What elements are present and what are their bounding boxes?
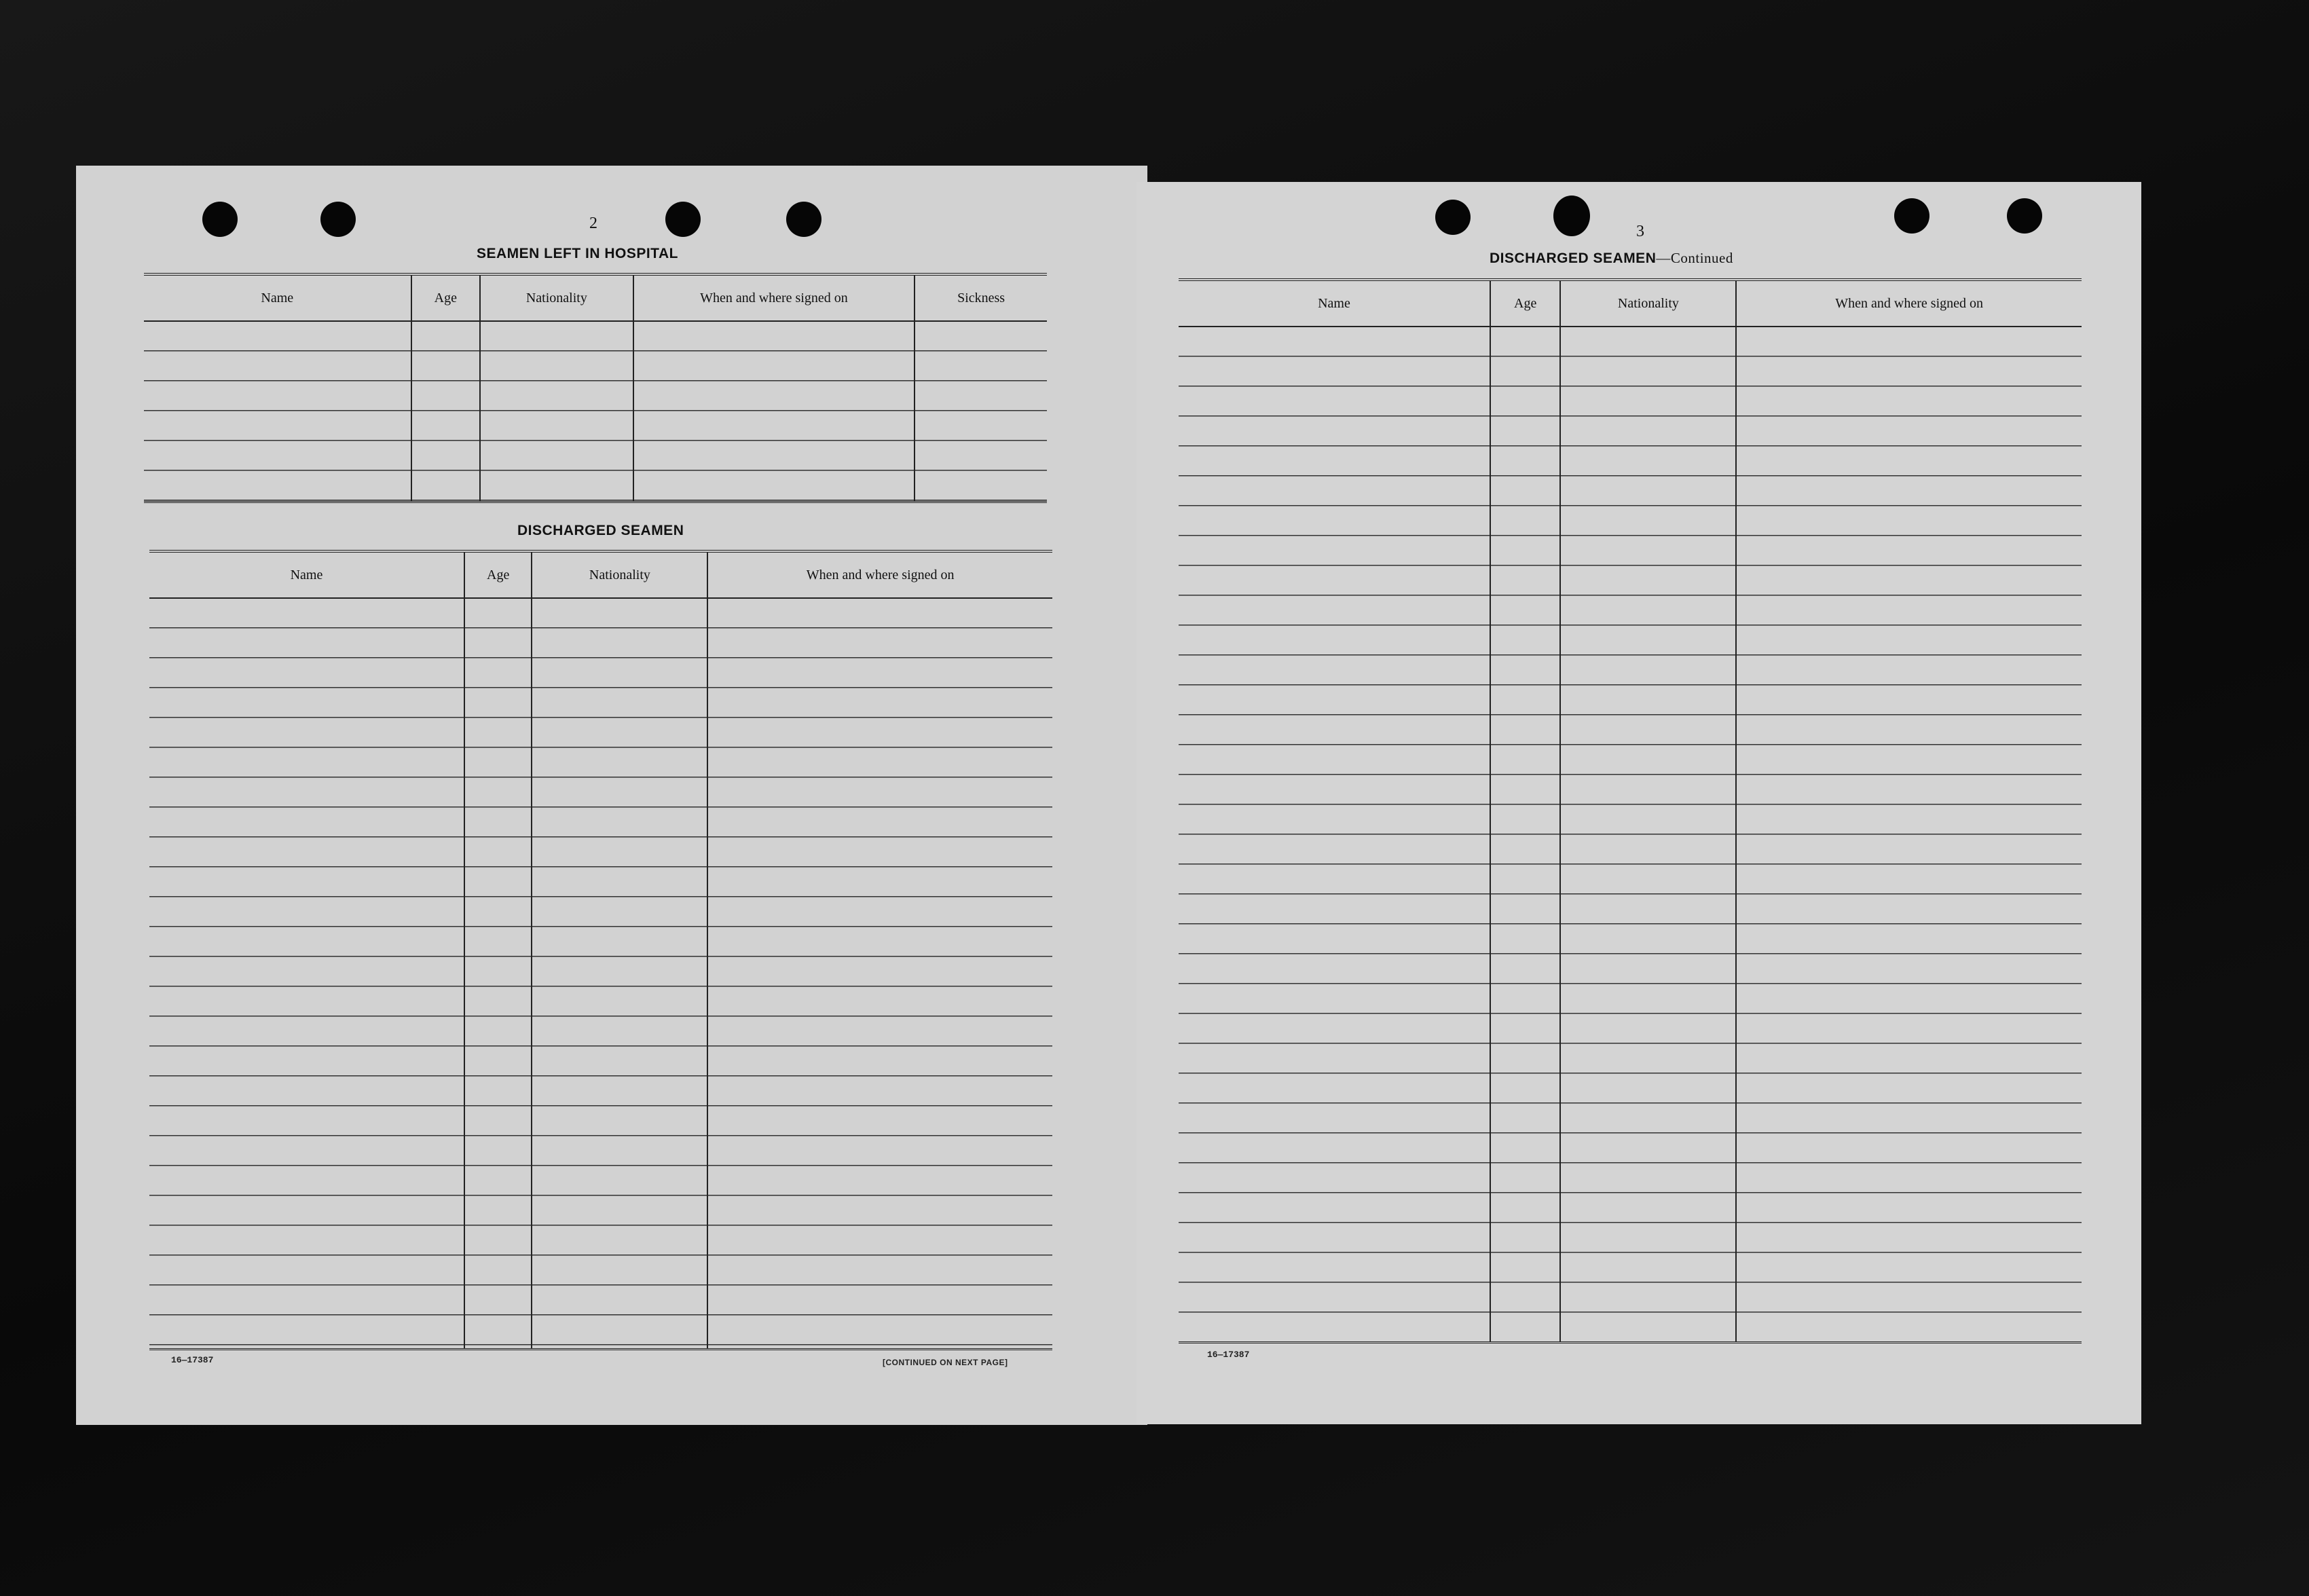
column-sickness (915, 322, 1047, 501)
column-name (1179, 327, 1491, 1341)
column-name (149, 599, 465, 1348)
punch-hole (786, 202, 821, 237)
column-header-nationality: Nationality (532, 553, 708, 597)
column-header-signed-on: When and where signed on (634, 276, 916, 320)
column-header-name: Name (144, 276, 412, 320)
table-header (149, 553, 1052, 599)
hospital-table-body (144, 322, 1047, 501)
column-nationality (1561, 327, 1737, 1341)
column-header-nationality: Nationality (1561, 281, 1737, 326)
punch-hole (2007, 198, 2042, 234)
section-title-text: DISCHARGED SEAMEN (1490, 250, 1657, 266)
column-header-sickness: Sickness (957, 290, 1005, 305)
table-header (1179, 281, 2082, 327)
column-signed-on (634, 322, 916, 501)
column-nationality (481, 322, 634, 501)
continued-note: [CONTINUED ON NEXT PAGE] (883, 1358, 1008, 1367)
column-signed-on (708, 599, 1052, 1348)
page-number: 2 (589, 215, 597, 232)
punch-hole (1894, 198, 1929, 234)
discharged-continued-title (1490, 250, 1733, 267)
punch-hole (1435, 200, 1471, 235)
column-nationality (532, 599, 708, 1348)
discharged-continued-table (1179, 278, 2082, 1343)
column-header-signed-on: When and where signed on (806, 567, 955, 582)
punch-hole (665, 202, 701, 237)
discharged-table-body (149, 599, 1052, 1348)
column-signed-on (1737, 327, 2082, 1341)
column-header-age: Age (412, 276, 481, 320)
column-header-name: Name (149, 553, 465, 597)
column-header-age: Age (465, 553, 533, 597)
column-name (144, 322, 412, 501)
form-number: 16—17387 (1207, 1350, 1250, 1360)
form-page-right (1137, 182, 2141, 1424)
hospital-table (144, 273, 1047, 503)
column-age (465, 599, 533, 1348)
column-header-nationality: Nationality (481, 276, 634, 320)
column-header-signed-on: When and where signed on (1835, 295, 1984, 311)
page-number: 3 (1636, 223, 1644, 240)
punch-hole (320, 202, 356, 237)
punch-hole (202, 202, 238, 237)
punch-hole (1553, 196, 1590, 236)
form-number: 16—17387 (171, 1355, 214, 1365)
table-header (144, 276, 1047, 322)
hospital-section-title: SEAMEN LEFT IN HOSPITAL (477, 246, 678, 261)
discharged-continued-table-body (1179, 327, 2082, 1341)
discharged-table (149, 550, 1052, 1350)
discharged-section-title: DISCHARGED SEAMEN (517, 523, 684, 538)
column-age (412, 322, 481, 501)
column-header-age: Age (1491, 281, 1562, 326)
continued-suffix: —Continued (1656, 250, 1733, 266)
form-page-left (76, 166, 1147, 1425)
column-age (1491, 327, 1562, 1341)
column-header-name: Name (1179, 281, 1491, 326)
